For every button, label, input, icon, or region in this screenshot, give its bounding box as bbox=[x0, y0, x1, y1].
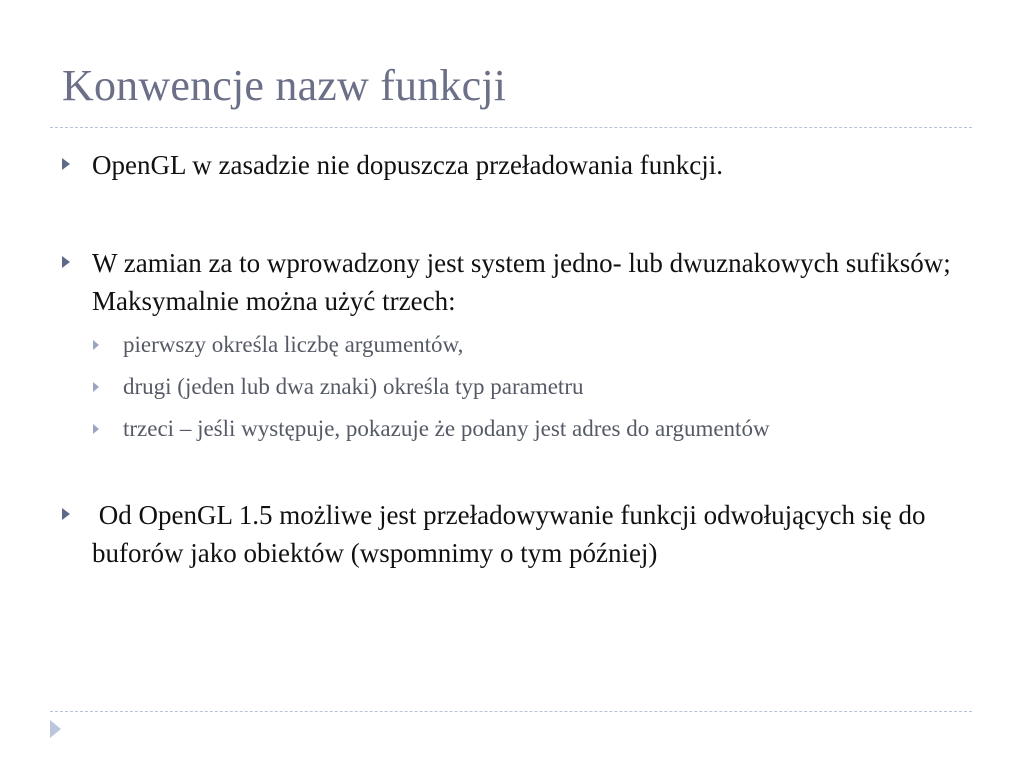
sub-bullet-item bbox=[93, 370, 962, 404]
triangle-bullet-icon bbox=[93, 382, 99, 392]
sub-bullet-item bbox=[93, 412, 962, 446]
triangle-bullet-icon bbox=[62, 508, 70, 520]
bullet-item bbox=[62, 146, 962, 184]
bullet-text: OpenGL w zasadzie nie dopuszcza przeładowania funkcji. bbox=[92, 150, 723, 180]
footer-divider bbox=[50, 711, 972, 712]
sub-bullet-text: drugi (jeden lub dwa znaki) określa typ parametru bbox=[123, 374, 584, 399]
next-arrow-icon bbox=[50, 720, 61, 738]
slide-title: Konwencje nazw funkcji bbox=[62, 61, 507, 110]
sub-bullet-text: pierwszy określa liczbę argumentów, bbox=[123, 332, 464, 357]
triangle-bullet-icon bbox=[62, 256, 70, 268]
sub-bullet-text: trzeci – jeśli występuje, pokazuje że podany jest adres do argumentów bbox=[123, 416, 770, 441]
slide-content bbox=[62, 146, 962, 572]
triangle-bullet-icon bbox=[62, 158, 70, 170]
title-divider bbox=[50, 127, 972, 128]
sub-bullet-item bbox=[93, 328, 962, 362]
triangle-bullet-icon bbox=[93, 424, 99, 434]
triangle-bullet-icon bbox=[93, 340, 99, 350]
bullet-text: Od OpenGL 1.5 możliwe jest przeładowywanie funkcji odwołujących się do buforów jako obiektów (wspomnimy o tym później) bbox=[92, 500, 933, 568]
bullet-item bbox=[62, 496, 962, 572]
bullet-item bbox=[62, 244, 962, 320]
bullet-text: W zamian za to wprowadzony jest system jedno- lub dwuznakowych sufiksów; Maksymalnie można użyć trzech: bbox=[92, 248, 951, 316]
